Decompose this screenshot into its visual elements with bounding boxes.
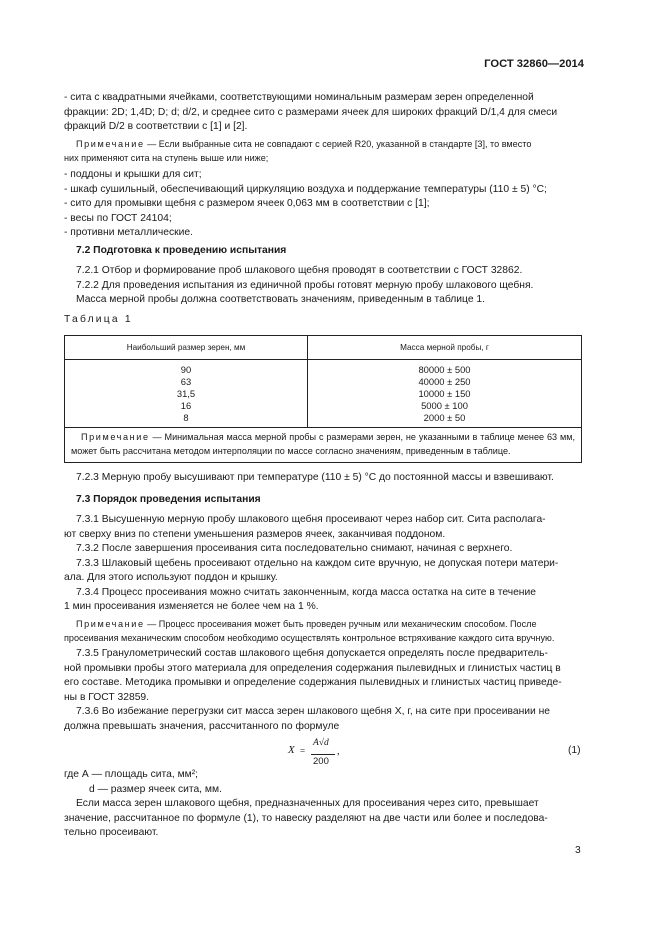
list-item: - противни металлические. xyxy=(64,227,193,238)
paragraph-7-3-1-cont: ют сверху вниз по степени уменьшения размеров ячеек, заканчивая поддоном. xyxy=(64,528,446,540)
text-line: фракций D/2 в соответствии с [1] и [2]. xyxy=(64,121,248,132)
list-item: - шкаф сушильный, обеспечивающий циркуляцию воздуха и поддержание температуры (110 ± 5) °С; xyxy=(64,183,547,195)
paragraph-7-3-4-cont: 1 мин просеивания изменяется не более чем на 1 %. xyxy=(64,601,319,612)
text-line: - сита с квадратными ячейками, соответствующими номинальным размерам зерен определенной xyxy=(64,92,534,103)
paragraph-final-cont: тельно просеивают. xyxy=(64,827,159,838)
note-label: Примечание xyxy=(81,432,150,442)
text-line: фракции: 2D; 1,4D; D; d; d/2, и среднее сито с размерами ячеек для широких фракций D/1,4 для смеси xyxy=(64,106,558,118)
list-item: - поддоны и крышки для сит; xyxy=(64,169,202,180)
formula-denominator: 200 xyxy=(313,756,329,767)
formula-lhs: X xyxy=(288,744,295,756)
size-column xyxy=(65,360,308,428)
table-note xyxy=(65,428,582,463)
table-cell: 16 xyxy=(180,400,192,411)
formula-number: (1) xyxy=(568,745,581,756)
paragraph-7-3-5: 7.3.5 Гранулометрический состав шлакового щебня допускается определять после предваритель- xyxy=(76,648,548,659)
paragraph-7-3-6: 7.3.6 Во избежание перегрузки сит масса зерен шлакового щебня Х, г, на сите при просеивании не xyxy=(76,706,551,717)
list-item: - весы по ГОСТ 24104; xyxy=(64,212,172,224)
paragraph-7-3-6-cont: должна превышать значения, рассчитанного по формуле xyxy=(64,720,340,732)
list-item: - сито для промывки щебня с размером ячеек 0,063 мм в соответствии с [1]; xyxy=(64,198,430,209)
formula-numerator: A√d xyxy=(313,738,329,748)
table-cell: 40000 ± 250 xyxy=(418,376,471,387)
note-label: Примечание xyxy=(76,139,145,149)
paragraph-7-2-3: 7.2.3 Мерную пробу высушивают при температуре (110 ± 5) °С до постоянной массы и взвешивают. xyxy=(76,472,554,483)
formula-equals: = xyxy=(300,746,306,756)
table-cell: 90 xyxy=(180,364,192,375)
paragraph-7-3-4: 7.3.4 Процесс просеивания можно считать законченным, когда масса остатка на сите в течение xyxy=(76,586,536,598)
note-text: — Процесс просеивания может быть проведен ручным или механическим способом. После xyxy=(144,619,537,629)
page-number: 3 xyxy=(575,845,581,856)
paragraph-7-3-3: 7.3.3 Шлаковый щебень просеивают отдельно на каждом сите вручную, не допуская потери матери- xyxy=(76,557,559,569)
table-caption: Таблица 1 xyxy=(64,314,133,325)
paragraph-7-3-5-cont: его составе. Методика промывки и определение содержания пылевидных и глинистых частиц приведе- xyxy=(64,677,562,688)
note-label: Примечание xyxy=(76,619,145,629)
note-text: — Минимальная масса мерной пробы с размерами зерен, не указанными в таблице менее 63 мм, может быть рассчитана методом интерполяции по массе согласно значениям, приведенным в таблице. xyxy=(71,432,575,456)
section-heading-7-3: 7.3 Порядок проведения испытания xyxy=(76,494,261,505)
table-header-size: Наибольший размер зерен, мм xyxy=(65,336,308,360)
table-cell: 31,5 xyxy=(176,388,196,399)
note-2-line2: просеивания механическим способом необходимо осуществлять контрольное встряхивание каждого сита вручную. xyxy=(64,632,555,643)
paragraph-final-cont: значение, рассчитанное по формуле (1), то навеску разделяют на две части или более и последова- xyxy=(64,812,548,824)
paragraph-7-3-5-cont: ной промывки пробы этого материала для определения содержания пылевидных и глинистых частиц в xyxy=(64,662,561,674)
standard-code: ГОСТ 32860—2014 xyxy=(484,58,584,70)
where-a: где А — площадь сита, мм²; xyxy=(64,769,199,780)
table-cell: 80000 ± 500 xyxy=(418,364,471,375)
where-d: d — размер ячеек сита, мм. xyxy=(89,783,222,795)
formula-comma: , xyxy=(337,746,340,757)
table-cell: 5000 ± 100 xyxy=(421,400,468,411)
paragraph-7-2-2-cont: Масса мерной пробы должна соответствовать значениям, приведенным в таблице 1. xyxy=(76,294,485,305)
note-1 xyxy=(64,138,582,152)
note-1-line2: них применяют сита на ступень выше или ниже; xyxy=(64,152,269,163)
paragraph-7-3-2: 7.3.2 После завершения просеивания сита последовательно снимают, начиная с верхнего. xyxy=(76,543,513,554)
section-heading-7-2: 7.2 Подготовка к проведению испытания xyxy=(76,245,287,256)
fraction-bar xyxy=(311,754,335,755)
note-2 xyxy=(64,618,582,632)
paragraph-7-2-1: 7.2.1 Отбор и формирование проб шлакового щебня проводят в соответствии с ГОСТ 32862. xyxy=(76,265,523,276)
table-cell: 10000 ± 150 xyxy=(418,388,471,399)
table-cell: 2000 ± 50 xyxy=(423,412,466,423)
table-cell: 63 xyxy=(180,376,192,387)
note-text: — Если выбранные сита не совпадают с серией R20, указанной в стандарте [3], то вместо xyxy=(144,139,532,149)
table-header-mass: Масса мерной пробы, г xyxy=(308,336,582,360)
paragraph-7-3-3-cont: ала. Для этого используют поддон и крышку. xyxy=(64,572,278,583)
paragraph-final: Если масса зерен шлакового щебня, предназначенных для просеивания через сито, превышает xyxy=(76,798,539,809)
paragraph-7-3-1: 7.3.1 Высушенную мерную пробу шлакового щебня просеивают через набор сит. Сита располага- xyxy=(76,514,546,525)
table-cell: 8 xyxy=(183,412,189,423)
paragraph-7-3-5-cont: ны в ГОСТ 32859. xyxy=(64,691,150,703)
mass-table xyxy=(64,335,582,463)
mass-column xyxy=(308,360,582,428)
paragraph-7-2-2: 7.2.2 Для проведения испытания из единичной пробы готовят мерную пробу шлакового щебня. xyxy=(76,279,534,291)
